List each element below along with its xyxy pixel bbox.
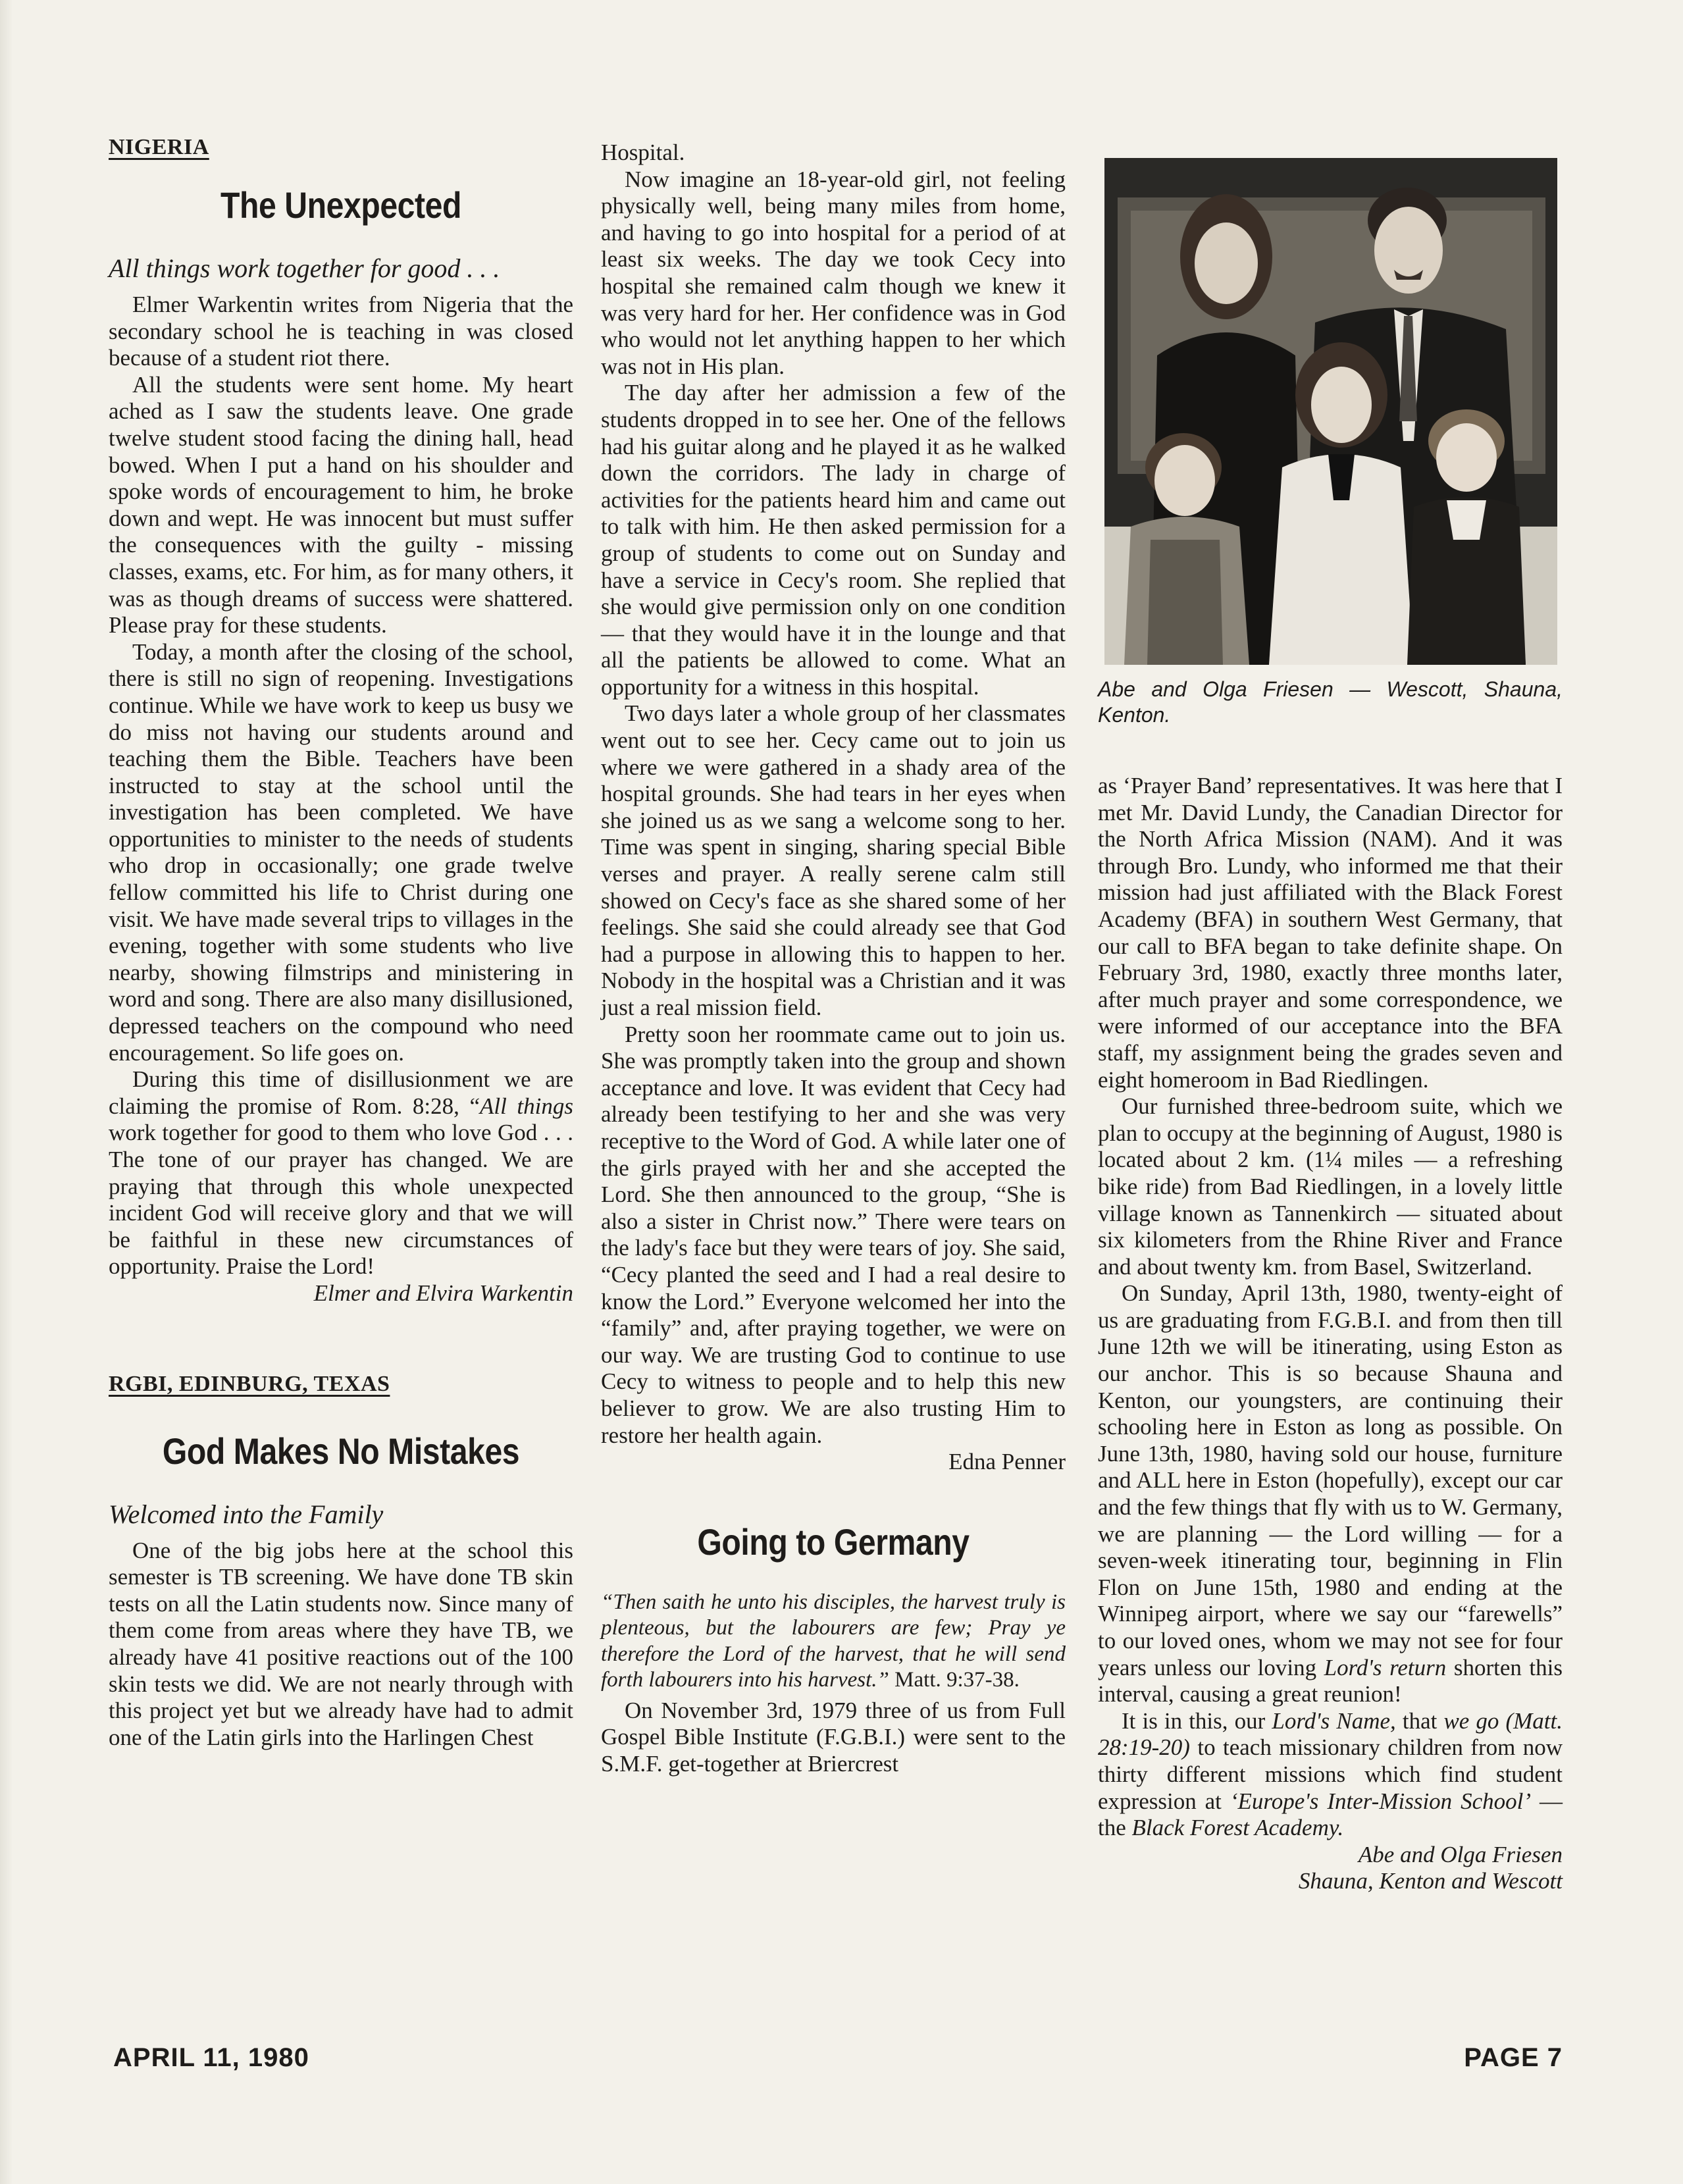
nigeria-paragraph-1: Elmer Warkentin writes from Nigeria that the secondary school he is teaching in was closed because of a student riot there. [109,292,573,371]
nigeria-signature: Elmer and Elvira Warkentin [313,1280,573,1306]
germany-paragraph-3: On Sunday, April 13th, 1980, twenty-eight of us are graduating from F.G.B.I. and from then till June 12th we will be itinerating, using Eston as our anchor. This is so because Shauna and Kenton, our youngsters, are continuing their schooling here in Eston as long as possible. On June 13th, 1980, having sold our house, furniture and ALL here in Eston (hopefully), except our car and the few things that fly with us to W. Germany, we are planning — the Lord willing — for a seven-week itinerating tour, beginning in Flin Flon on June 15th, 1980 and ending at the Winnipeg airport, where we say our “farewells” to our loved ones, whom we may not see for four years unless our loving Lord's return shorten this interval, causing a great reunion! [1098,1280,1563,1707]
nigeria-paragraph-4: During this time of disillusionment we are claiming the promise of Rom. 8:28, “All things work together for good to them who love God . . . The tone of our prayer has changed. We are praying that through this whole unexpected incident God will receive glory and that we will be faithful in these new circumstances of opportunity. Praise the Lord! [109,1066,574,1280]
rgbi-signature: Edna Penner [948,1449,1066,1475]
germany-signature-line-2: Shauna, Kenton and Wescott [1298,1868,1563,1894]
rgbi-paragraph-4: Two days later a whole group of her classmates went out to see her. Cecy came out to join us where we were gathered in a shady area of the hospital grounds. She had tears in her eyes when she joined us as we sang a welcome song to her. Time was spent in singing, sharing special Bible verses and prayer. A really serene calm still showed on Cecy's face as she shared some of her feelings. She said she could already see that God had a purpose in allowing this to happen to her. Nobody in the hospital was a Christian and it was just a real mission field. [601,700,1066,1020]
kicker-welcomed: Welcomed into the Family [109,1499,384,1529]
footer-date: APRIL 11, 1980 [113,2043,309,2072]
headline-the-unexpected: The Unexpected [220,184,461,226]
section-label-nigeria: NIGERIA [109,135,209,159]
family-photo [1104,158,1557,665]
section-label-rgbi: RGBI, EDINBURG, TEXAS [109,1371,390,1396]
footer-page-number: PAGE 7 [1464,2043,1563,2072]
rgbi-paragraph-1: One of the big jobs here at the school this semester is TB screening. We have done TB skin tests on all the Latin students now. Since many of them come from areas where they have TB, we already have 41 positive reactions out of the 100 skin tests we did. We are not nearly through with this project yet but we already have had to admit one of the Latin girls into the Harlingen Chest [109,1537,573,1750]
photo-caption: Abe and Olga Friesen — Wescott, Shauna, Kenton. [1098,677,1563,727]
family-photo-image [1104,158,1557,665]
rgbi-paragraph-2: Now imagine an 18-year-old girl, not feeling physically well, being many miles from home, and having to go into hospital for a period of at least six weeks. The day we took Cecy into hospital she remained calm though we knew it was very hard for her. Her confidence was in God who would not let anything happen to her which was not in His plan. [601,166,1066,379]
germany-paragraph-1: On November 3rd, 1979 three of us from Full Gospel Bible Institute (F.G.B.I.) were sent to the S.M.F. get-together at Briercrest [601,1697,1066,1777]
nigeria-paragraph-2: All the students were sent home. My heart ached as I saw the students leave. One grade twelve student stood facing the dining hall, head bowed. When I put a hand on his shoulder and spoke words of encouragement to him, he broke down and wept. He was innocent but must suffer the consequences with the guilty - missing classes, exams, etc. For him, as for many others, it was as though dreams of success were shattered. Please pray for these students. [109,371,573,638]
column-2 [601,140,1066,1777]
column-3 [1098,773,1563,1895]
germany-paragraph-4: It is in this, our Lord's Name, that we go (Matt. 28:19-20) to teach missionary children from now thirty different missions which find student expression at ‘Europe's Inter-Mission School’ — the Black Forest Academy. [1098,1707,1563,1841]
headline-going-to-germany: Going to Germany [697,1521,970,1563]
headline-god-makes-no-mistakes: God Makes No Mistakes [162,1430,520,1472]
kicker-all-things: All things work together for good . . . [109,253,500,283]
page-edge-shadow [0,0,13,2184]
germany-signature-line-1: Abe and Olga Friesen [1358,1841,1563,1867]
germany-paragraph-1-continued: as ‘Prayer Band’ representatives. It was here that I met Mr. David Lundy, the Canadian Director for the North Africa Mission (NAM). And it was through Bro. Lundy, who informed me that their mission had just affiliated with the Black Forest Academy (BFA) in southern West Germany, that our call to BFA began to take definite shape. On February 3rd, 1980, exactly three months later, after much prayer and some correspondence, we were informed of our acceptance into the BFA staff, my assignment being the grades seven and eight homeroom in Bad Riedlingen. [1098,773,1563,1093]
rgbi-paragraph-5: Pretty soon her roommate came out to join us. She was promptly taken into the group and shown acceptance and love. It was evident that Cecy had already been testifying to her and she was very receptive to the Word of God. A while later one of the girls prayed with her and she accepted the Lord. She then announced to the group, “She is also a sister in Christ now.” There were tears on the lady's face but they were tears of joy. She said, “Cecy planted the seed and I had a real desire to know the Lord.” Everyone welcomed her into the “family” and, after praying together, we were on our way. We are trusting God to continue to use Cecy to witness to people and to help this new believer to grow. We are also trusting Him to restore her health again. [601,1021,1066,1448]
nigeria-paragraph-3: Today, a month after the closing of the school, there is still no sign of reopening. Investigations continue. While we have work to keep us busy we do miss not having our students around and teaching them the Bible. Teachers have been instructed to stay at the school until the investigation has been completed. We have opportunities to minister to the needs of students who drop in occasionally; one grade twelve fellow committed his life to Christ during one visit. We have made several trips to villages in the evening, together with some students who live nearby, showing filmstrips and ministering in word and song. There are also many disillusioned, depressed teachers on the compound who need encouragement. So life goes on. [109,638,573,1066]
germany-paragraph-2: Our furnished three-bedroom suite, which we plan to occupy at the beginning of August, 1980 is located about 2 km. (1¼ miles — a refreshing bike ride) from Bad Riedlingen, in a lovely little village known as Tannenkirch — situated about six kilometers from the Rhine River and France and about twenty km. from Basel, Switzerland. [1098,1093,1563,1280]
rgbi-paragraph-3: The day after her admission a few of the students dropped in to see her. One of the fellows had his guitar along and he played it as he walked down the corridors. The lady in charge of activities for the patients heard him and came out to talk with him. He then asked permission for a group of students to come out on Sunday and have a service in Cecy's room. She replied that she would give permission only on one condition — that they would have it in the lounge and that all the patients be allowed to come. What an opportunity for a witness in this hospital. [601,380,1066,700]
germany-scripture-quote: “Then saith he unto his disciples, the harvest truly is plenteous, but the labourers are few; Pray ye therefore the Lord of the harvest, that he will send forth labourers into his harvest.” Matt. 9:37-38. [601,1590,1066,1692]
column-1 [109,135,573,1751]
rgbi-paragraph-1-continued: Hospital. [601,140,685,165]
